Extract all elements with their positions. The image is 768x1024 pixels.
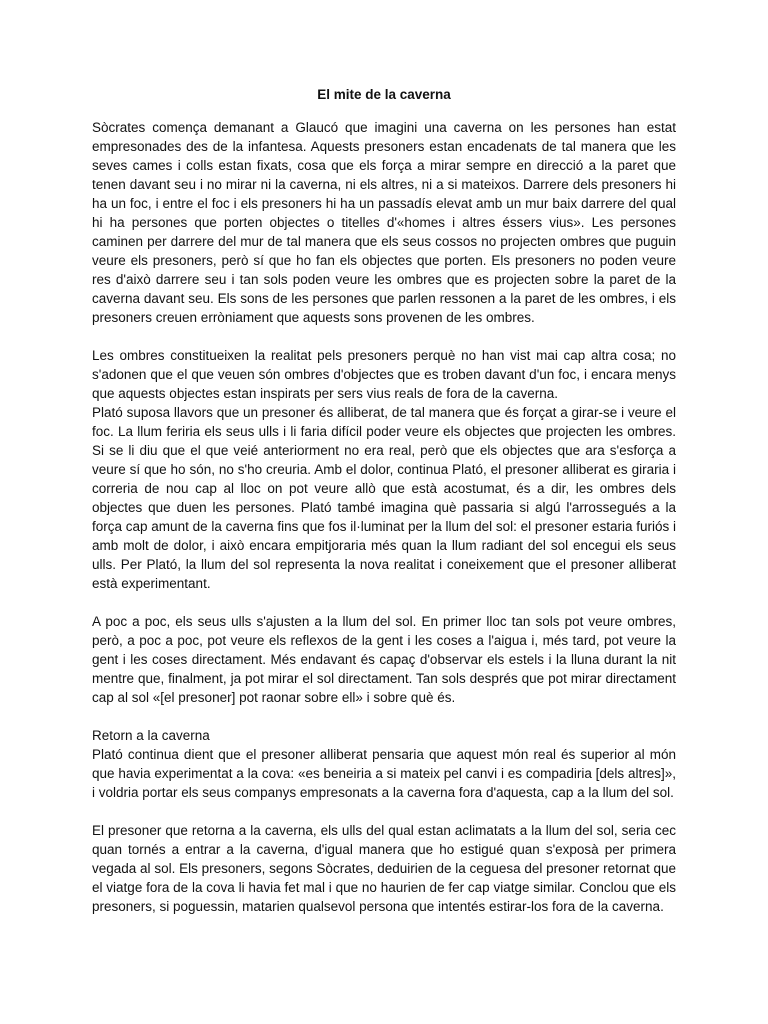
paragraph-socrates-intro: Sòcrates comença demanant a Glaucó que imagini una caverna on les persones han estat empresonades des de la infantesa. Aquests presoners estan encadenats de tal manera que les seves cames i colls estan fixats, cosa que els força a mirar sempre en direcció a la paret que tenen davant seu i no mirar ni la caverna, ni els altres, ni a si mateixos. Darrere dels presoners hi ha un foc, i entre el foc i els presoners hi ha un passadís elevat amb un mur baix darrere del qual hi ha persones que porten objectes o titelles d'«homes i altres éssers vius». Les persones caminen per darrere del mur de tal manera que els seus cossos no projecten ombres que puguin veure els presoners, però sí que ho fan els objectes que porten. Els presoners no poden veure res d'això darrere seu i tan sols poden veure les ombres que es projecten sobre la paret de la caverna davant seu. Els sons de les persones que parlen ressonen a la paret de les ombres, i els presoners creuen erròniament que aquests sons provenen de les ombres. (92, 120, 676, 325)
paragraph-block-3 (92, 612, 676, 707)
paragraph-block-4 (92, 726, 676, 802)
paragraph-prisoner-freed: Plató suposa llavors que un presoner és alliberat, de tal manera que és forçat a girar-se i veure el foc. La llum feriria els seus ulls i li faria difícil poder veure els objectes que projecten les ombres. Si se li diu que el que veié anteriorment no era real, però que els objectes que ara s'esforça a veure sí que ho són, no s'ho creuria. Amb el dolor, continua Plató, el presoner alliberat es giraria i correria de nou cap al lloc on pot veure allò que està acostumat, és a dir, les ombres dels objectes que duen les persones. Plató també imagina què passaria si algú l'arrossegués a la força cap amunt de la caverna fins que fos il·luminat per la llum del sol: el presoner estaria furiós i amb molt de dolor, i això encara empitjoraria més quan la llum radiant del sol encegui els seus ulls. Per Plató, la llum del sol representa la nova realitat i coneixement que el presoner alliberat està experimentant. (92, 405, 676, 591)
paragraph-eyes-adjust: A poc a poc, els seus ulls s'ajusten a la llum del sol. En primer lloc tan sols pot veure ombres, però, a poc a poc, pot veure els reflexos de la gent i les coses a l'aigua i, més tard, pot veure la gent i les coses directament. Més endavant és capaç d'observar els estels i la lluna durant la nit mentre que, finalment, ja pot mirar el sol directament. Tan sols després que pot mirar directament cap al sol «[el presoner] pot raonar sobre ell» i sobre què és. (92, 614, 676, 705)
paragraph-returned-prisoner: El presoner que retorna a la caverna, els ulls del qual estan aclimatats a la llum del sol, seria cec quan tornés a entrar a la caverna, d'igual manera que ho estigué quan s'exposà per primera vegada al sol. Els presoners, segons Sòcrates, deduirien de la ceguesa del presoner retornat que el viatge fora de la cova li havia fet mal i que no haurien de fer cap viatge similar. Conclou que els presoners, si poguessin, matarien qualsevol persona que intentés estirar-los fora de la caverna. (92, 823, 676, 914)
paragraph-return-cave: Plató continua dient que el presoner alliberat pensaria que aquest món real és superior al món que havia experimentat a la cova: «es beneiria a si mateix pel canvi i es compadiria [dels altres]», i voldria portar els seus companys empresonats a la caverna fora d'aquesta, cap a la llum del sol. (92, 747, 676, 800)
paragraph-block-5 (92, 821, 676, 916)
paragraph-block-1 (92, 118, 676, 327)
section-heading-return: Retorn a la caverna (92, 728, 210, 743)
paragraph-block-2 (92, 346, 676, 593)
paragraph-shadows-reality: Les ombres constitueixen la realitat pels presoners perquè no han vist mai cap altra cosa; no s'adonen que el que veuen són ombres d'objectes que es troben davant d'un foc, i encara menys que aquests objectes estan inspirats per sers vius reals de fora de la caverna. (92, 348, 676, 401)
document-title: El mite de la caverna (317, 87, 451, 102)
